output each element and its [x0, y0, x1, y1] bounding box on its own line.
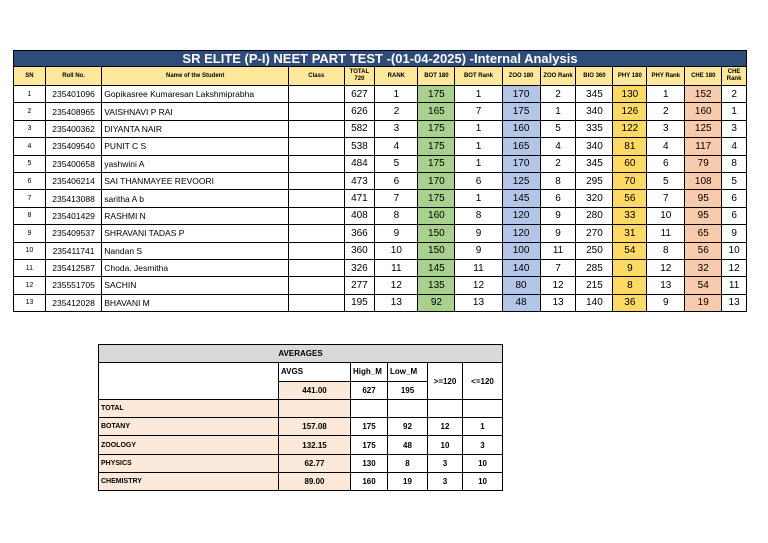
class-cell [289, 138, 344, 155]
zoology-marks: 140 [502, 259, 540, 276]
zoology-marks: 48 [502, 294, 540, 311]
botany-marks: 160 [418, 207, 455, 224]
roll-number: 235406214 [45, 172, 101, 189]
physics-marks: 33 [613, 207, 647, 224]
physics-marks: 122 [613, 120, 647, 137]
low-marks: 92 [388, 418, 428, 436]
chemistry-rank: 1 [722, 103, 747, 120]
student-name: yashwini A [102, 155, 289, 172]
high-spacer [351, 399, 388, 417]
class-cell [289, 155, 344, 172]
class-cell [289, 120, 344, 137]
chemistry-marks: 54 [685, 277, 722, 294]
low-marks: 48 [388, 436, 428, 454]
column-header: ZOO 180 [502, 67, 540, 86]
chemistry-rank: 2 [722, 86, 747, 103]
student-name: SACHIN [102, 277, 289, 294]
average-value: 62.77 [279, 454, 351, 472]
botany-marks: 135 [418, 277, 455, 294]
rank: 5 [375, 155, 418, 172]
zoology-marks: 160 [502, 120, 540, 137]
class-cell [289, 190, 344, 207]
physics-rank: 1 [647, 86, 685, 103]
serial-number: 10 [14, 242, 46, 259]
rank: 6 [375, 172, 418, 189]
chemistry-rank: 6 [722, 190, 747, 207]
results-table [13, 50, 747, 312]
average-spacer [279, 399, 351, 417]
physics-marks: 36 [613, 294, 647, 311]
column-header: CHE 180 [685, 67, 722, 86]
column-header: BOT 180 [418, 67, 455, 86]
table-row [14, 259, 747, 276]
column-header: RANK [375, 67, 418, 86]
zoology-marks: 165 [502, 138, 540, 155]
chemistry-marks: 65 [685, 225, 722, 242]
lte-120-count: 3 [463, 436, 503, 454]
zoology-marks: 80 [502, 277, 540, 294]
zoology-rank: 5 [540, 120, 576, 137]
zoology-marks: 175 [502, 103, 540, 120]
botany-marks: 175 [418, 138, 455, 155]
total-marks: 408 [344, 207, 375, 224]
table-row [14, 225, 747, 242]
average-value: 441.00 [279, 381, 351, 399]
subject-label: BOTANY [99, 418, 279, 436]
biology-marks: 340 [576, 103, 613, 120]
results-body [14, 86, 747, 312]
physics-rank: 10 [647, 207, 685, 224]
high-marks: 175 [351, 436, 388, 454]
botany-rank: 1 [455, 138, 502, 155]
low-spacer [388, 399, 428, 417]
column-header: CHE Rank [722, 67, 747, 86]
zoology-marks: 100 [502, 242, 540, 259]
student-name: BHAVANI M [102, 294, 289, 311]
averages-title: AVERAGES [99, 345, 503, 363]
chemistry-marks: 95 [685, 207, 722, 224]
total-marks: 484 [344, 155, 375, 172]
column-header: Class [289, 67, 344, 86]
serial-number: 9 [14, 225, 46, 242]
chemistry-marks: 79 [685, 155, 722, 172]
zoology-marks: 125 [502, 172, 540, 189]
subject-label: TOTAL [99, 399, 279, 417]
student-name: Gopikasree Kumaresan Lakshmiprabha [102, 86, 289, 103]
lte-120-header: <=120 [463, 363, 503, 400]
header-row [14, 67, 747, 86]
physics-rank: 6 [647, 155, 685, 172]
rank: 9 [375, 225, 418, 242]
serial-number: 7 [14, 190, 46, 207]
zoology-marks: 120 [502, 225, 540, 242]
biology-marks: 340 [576, 138, 613, 155]
physics-rank: 12 [647, 259, 685, 276]
physics-rank: 13 [647, 277, 685, 294]
total-marks: 277 [344, 277, 375, 294]
student-name: VAISHNAVI P RAI [102, 103, 289, 120]
biology-marks: 285 [576, 259, 613, 276]
physics-rank: 11 [647, 225, 685, 242]
high-header: High_M [351, 363, 388, 381]
class-cell [289, 242, 344, 259]
biology-marks: 320 [576, 190, 613, 207]
table-row [14, 294, 747, 311]
biology-marks: 250 [576, 242, 613, 259]
gte-120-count: 3 [428, 454, 463, 472]
avgs-header: AVGS [279, 363, 351, 381]
table-row [14, 86, 747, 103]
physics-marks: 8 [613, 277, 647, 294]
low-marks: 195 [388, 381, 428, 399]
roll-number: 235408965 [45, 103, 101, 120]
zoology-rank: 13 [540, 294, 576, 311]
zoology-rank: 12 [540, 277, 576, 294]
serial-number: 11 [14, 259, 46, 276]
biology-marks: 280 [576, 207, 613, 224]
biology-marks: 345 [576, 86, 613, 103]
serial-number: 6 [14, 172, 46, 189]
rank: 4 [375, 138, 418, 155]
averages-row [99, 454, 503, 472]
zoology-rank: 9 [540, 225, 576, 242]
averages-row [99, 436, 503, 454]
averages-title-row [99, 345, 503, 363]
chemistry-marks: 108 [685, 172, 722, 189]
rank: 10 [375, 242, 418, 259]
zoology-rank: 6 [540, 190, 576, 207]
table-row [14, 120, 747, 137]
biology-marks: 345 [576, 155, 613, 172]
column-header: TOTAL 720 [344, 67, 375, 86]
chemistry-marks: 160 [685, 103, 722, 120]
chemistry-marks: 56 [685, 242, 722, 259]
column-header: PHY Rank [647, 67, 685, 86]
botany-marks: 170 [418, 172, 455, 189]
student-name: Choda. Jesmitha [102, 259, 289, 276]
gte-120-count: 3 [428, 473, 463, 491]
physics-rank: 4 [647, 138, 685, 155]
total-marks: 326 [344, 259, 375, 276]
total-marks: 195 [344, 294, 375, 311]
zoology-rank: 7 [540, 259, 576, 276]
low-marks: 19 [388, 473, 428, 491]
chemistry-rank: 5 [722, 172, 747, 189]
table-row [14, 172, 747, 189]
zoology-rank: 4 [540, 138, 576, 155]
low-header: Low_M [388, 363, 428, 381]
physics-marks: 56 [613, 190, 647, 207]
chemistry-marks: 32 [685, 259, 722, 276]
botany-rank: 1 [455, 120, 502, 137]
zoology-rank: 11 [540, 242, 576, 259]
class-cell [289, 103, 344, 120]
total-marks: 626 [344, 103, 375, 120]
total-marks: 360 [344, 242, 375, 259]
physics-marks: 60 [613, 155, 647, 172]
chemistry-rank: 12 [722, 259, 747, 276]
gte-120-header: >=120 [428, 363, 463, 400]
table-row [14, 138, 747, 155]
averages-table [98, 344, 503, 491]
botany-rank: 11 [455, 259, 502, 276]
lte-120-count [463, 399, 503, 417]
botany-marks: 175 [418, 190, 455, 207]
chemistry-rank: 13 [722, 294, 747, 311]
physics-rank: 3 [647, 120, 685, 137]
rank: 12 [375, 277, 418, 294]
botany-rank: 6 [455, 172, 502, 189]
lte-120-count: 1 [463, 418, 503, 436]
chemistry-rank: 6 [722, 207, 747, 224]
physics-rank: 9 [647, 294, 685, 311]
high-marks: 130 [351, 454, 388, 472]
chemistry-marks: 19 [685, 294, 722, 311]
physics-rank: 2 [647, 103, 685, 120]
physics-marks: 9 [613, 259, 647, 276]
student-name: SAI THANMAYEE REVOORI [102, 172, 289, 189]
table-row [14, 207, 747, 224]
lte-120-count: 10 [463, 454, 503, 472]
total-marks: 471 [344, 190, 375, 207]
serial-number: 5 [14, 155, 46, 172]
botany-rank: 9 [455, 225, 502, 242]
roll-number: 235412028 [45, 294, 101, 311]
botany-rank: 1 [455, 155, 502, 172]
averages-row [99, 399, 503, 417]
class-cell [289, 277, 344, 294]
column-header: PHY 180 [613, 67, 647, 86]
botany-marks: 145 [418, 259, 455, 276]
averages-header-row [99, 363, 503, 381]
chemistry-rank: 4 [722, 138, 747, 155]
roll-number: 235409540 [45, 138, 101, 155]
column-header: BIO 360 [576, 67, 613, 86]
table-row [14, 103, 747, 120]
subject-label: CHEMISTRY [99, 473, 279, 491]
botany-marks: 175 [418, 86, 455, 103]
total-marks: 627 [344, 86, 375, 103]
chemistry-rank: 8 [722, 155, 747, 172]
botany-rank: 9 [455, 242, 502, 259]
averages-row [99, 418, 503, 436]
roll-number: 235411741 [45, 242, 101, 259]
rank: 3 [375, 120, 418, 137]
class-cell [289, 172, 344, 189]
physics-marks: 31 [613, 225, 647, 242]
rank: 7 [375, 190, 418, 207]
subject-label: PHYSICS [99, 454, 279, 472]
rank: 1 [375, 86, 418, 103]
chemistry-marks: 152 [685, 86, 722, 103]
lte-120-count: 10 [463, 473, 503, 491]
high-marks: 175 [351, 418, 388, 436]
serial-number: 13 [14, 294, 46, 311]
chemistry-marks: 117 [685, 138, 722, 155]
class-cell [289, 259, 344, 276]
column-header: SN [14, 67, 46, 86]
chemistry-rank: 11 [722, 277, 747, 294]
botany-marks: 150 [418, 225, 455, 242]
table-row [14, 242, 747, 259]
roll-number: 235413088 [45, 190, 101, 207]
student-name: RASHMI N [102, 207, 289, 224]
student-name: PUNIT C S [102, 138, 289, 155]
gte-120-count [428, 399, 463, 417]
chemistry-rank: 3 [722, 120, 747, 137]
physics-rank: 8 [647, 242, 685, 259]
gte-120-count: 12 [428, 418, 463, 436]
student-name: Nandan S [102, 242, 289, 259]
low-marks: 8 [388, 454, 428, 472]
report-title: SR ELITE (P-I) NEET PART TEST -(01-04-2025) -Internal Analysis [14, 51, 747, 67]
zoology-rank: 1 [540, 103, 576, 120]
table-row [14, 155, 747, 172]
zoology-marks: 170 [502, 155, 540, 172]
biology-marks: 215 [576, 277, 613, 294]
averages-corner [99, 363, 279, 400]
average-value: 157.08 [279, 418, 351, 436]
chemistry-marks: 125 [685, 120, 722, 137]
zoology-marks: 145 [502, 190, 540, 207]
class-cell [289, 86, 344, 103]
column-header: Name of the Student [102, 67, 289, 86]
botany-rank: 12 [455, 277, 502, 294]
botany-rank: 7 [455, 103, 502, 120]
serial-number: 1 [14, 86, 46, 103]
roll-number: 235551705 [45, 277, 101, 294]
total-marks: 473 [344, 172, 375, 189]
chemistry-rank: 9 [722, 225, 747, 242]
student-name: SHRAVANI TADAS P [102, 225, 289, 242]
botany-rank: 1 [455, 190, 502, 207]
botany-marks: 175 [418, 155, 455, 172]
biology-marks: 140 [576, 294, 613, 311]
serial-number: 2 [14, 103, 46, 120]
averages-body [99, 345, 503, 491]
column-header: ZOO Rank [540, 67, 576, 86]
rank: 2 [375, 103, 418, 120]
botany-rank: 1 [455, 86, 502, 103]
column-header: Roll No. [45, 67, 101, 86]
averages-row [99, 473, 503, 491]
zoology-rank: 2 [540, 86, 576, 103]
student-name: DIYANTA NAIR [102, 120, 289, 137]
table-row [14, 190, 747, 207]
biology-marks: 335 [576, 120, 613, 137]
botany-rank: 13 [455, 294, 502, 311]
serial-number: 8 [14, 207, 46, 224]
physics-marks: 130 [613, 86, 647, 103]
high-marks: 160 [351, 473, 388, 491]
student-name: saritha A b [102, 190, 289, 207]
chemistry-rank: 10 [722, 242, 747, 259]
roll-number: 235401429 [45, 207, 101, 224]
physics-marks: 126 [613, 103, 647, 120]
roll-number: 235400362 [45, 120, 101, 137]
table-row [14, 277, 747, 294]
roll-number: 235400658 [45, 155, 101, 172]
high-marks: 627 [351, 381, 388, 399]
zoology-rank: 8 [540, 172, 576, 189]
botany-rank: 8 [455, 207, 502, 224]
physics-marks: 81 [613, 138, 647, 155]
roll-number: 235409537 [45, 225, 101, 242]
botany-marks: 165 [418, 103, 455, 120]
physics-rank: 7 [647, 190, 685, 207]
physics-rank: 5 [647, 172, 685, 189]
average-value: 132.15 [279, 436, 351, 454]
physics-marks: 54 [613, 242, 647, 259]
class-cell [289, 294, 344, 311]
botany-marks: 175 [418, 120, 455, 137]
biology-marks: 295 [576, 172, 613, 189]
rank: 13 [375, 294, 418, 311]
subject-label: ZOOLOGY [99, 436, 279, 454]
zoology-marks: 170 [502, 86, 540, 103]
serial-number: 3 [14, 120, 46, 137]
total-marks: 582 [344, 120, 375, 137]
chemistry-marks: 95 [685, 190, 722, 207]
rank: 8 [375, 207, 418, 224]
roll-number: 235412587 [45, 259, 101, 276]
total-marks: 366 [344, 225, 375, 242]
roll-number: 235401096 [45, 86, 101, 103]
zoology-rank: 2 [540, 155, 576, 172]
average-value: 89.00 [279, 473, 351, 491]
serial-number: 4 [14, 138, 46, 155]
zoology-rank: 9 [540, 207, 576, 224]
biology-marks: 270 [576, 225, 613, 242]
gte-120-count: 10 [428, 436, 463, 454]
class-cell [289, 225, 344, 242]
botany-marks: 150 [418, 242, 455, 259]
zoology-marks: 120 [502, 207, 540, 224]
botany-marks: 92 [418, 294, 455, 311]
total-marks: 538 [344, 138, 375, 155]
serial-number: 12 [14, 277, 46, 294]
class-cell [289, 207, 344, 224]
physics-marks: 70 [613, 172, 647, 189]
column-header: BOT Rank [455, 67, 502, 86]
rank: 11 [375, 259, 418, 276]
